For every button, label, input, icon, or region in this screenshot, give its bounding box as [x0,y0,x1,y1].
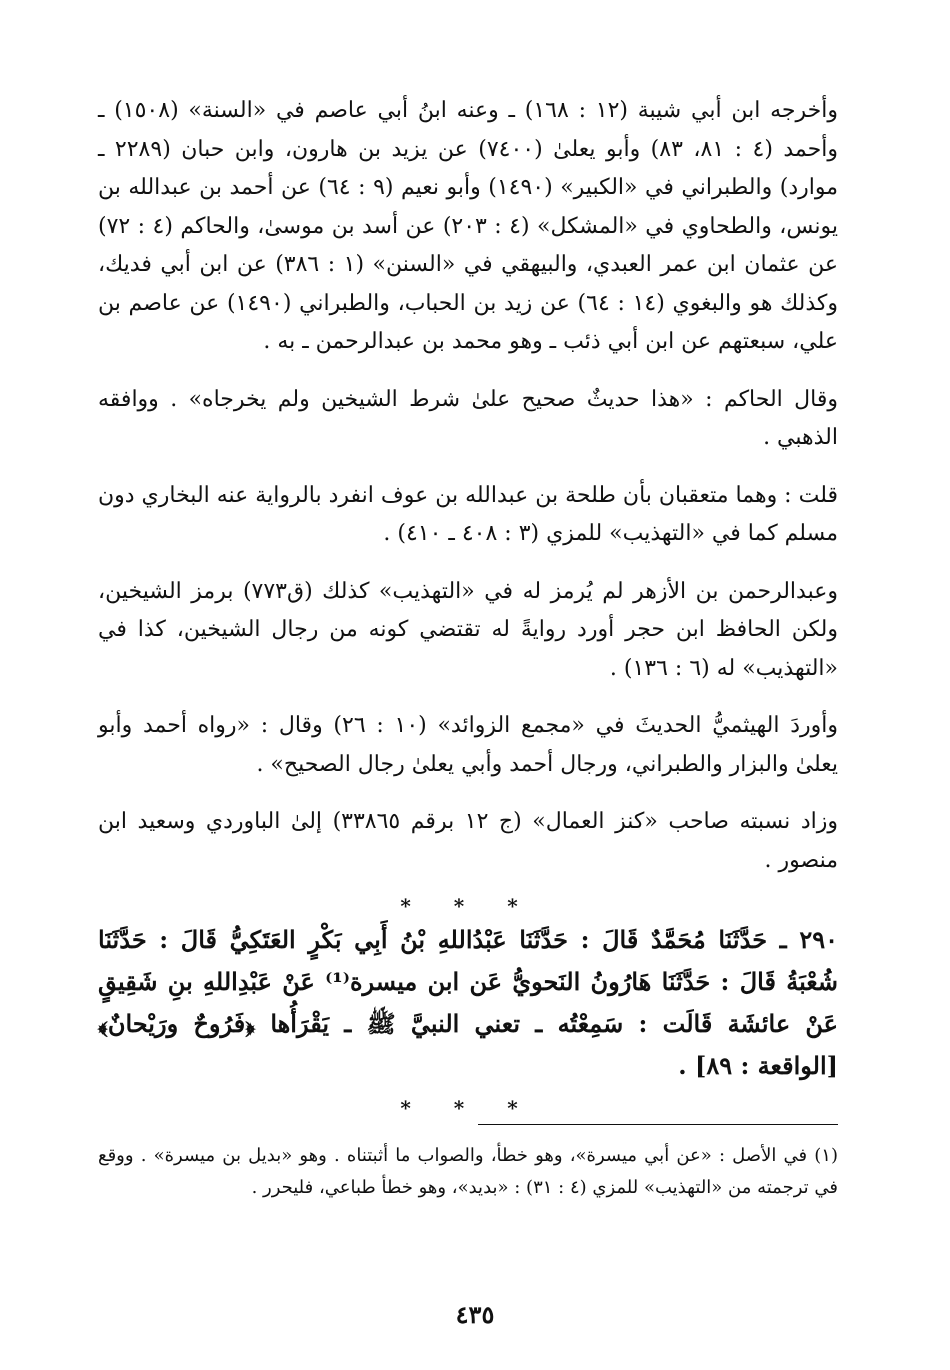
end-stars: * * * [400,1096,536,1120]
footnote-rule [478,1124,838,1125]
paragraph-haythami: وأوردَ الهيثميُّ الحديثَ في «مجمع الزوائد» (١٠ : ٢٦) وقال : «رواه أحمد وأبو يعلىٰ والبزار والطبراني، ورجال أحمد وأبي يعلىٰ رجال الصحيح» . [98,713,838,777]
paragraph-kanz: وزاد نسبته صاحب «كنز العمال» (ج ١٢ برقم ٣٣٨٦٥) إلىٰ الباوردي وسعيد ابن منصور . [98,809,838,873]
paragraph-qultu: قلت : وهما متعقبان بأن طلحة بن عبدالله بن عوف انفرد بالرواية عنه البخاري دون مسلم كما في «التهذيب» للمزي (٣ : ٤٠٨ ـ ٤١٠) . [97,482,838,546]
paragraph-hakim: وقال الحاكم : «هذا حديثٌ صحيح علىٰ شرط الشيخين ولم يخرجاه» . ووافقه الذهبي . [98,386,838,450]
hadith-290: ٢٩٠ ـ حَدَّثَنَا مُحَمَّدٌ قَالَ : حَدَّثَنَا عَبْدُاللهِ بْنُ أَبِي بَكْرٍ العَتَكِيُّ قَالَ : حَدَّثَنَا شُعْبَةُ قَالَ : حَدَّثَنَا هَارُونُ النَحويُّ عَن ابن ميسرة⁽¹⁾ عَنْ عَبْدِاللهِ بنِ شَقِيقٍ عَنْ عائشَة قَالَت : سَمِعْتُه ـ تعني النبيَّ ﷺ ـ يَقْرَأُها ﴿فَرُوحٌ ورَيْحانٌ﴾ [الواقعة : ٨٩] . [98,925,838,1080]
paragraph-abdulrahman: وعبدالرحمن بن الأزهر لم يُرمز له في «التهذيب» كذلك (ق٧٧٣) برمز الشيخين، ولكن الحافظ ابن حجر أورد روايةً له تقتضي كونه من رجال الشيخين، كذا في «التهذيب» له (٦ : ١٣٦) . [98,578,838,681]
separator-stars: * * * [400,894,536,918]
footnote-1: (١) في الأصل : «عن أبي ميسرة»، وهو خطأ، والصواب ما أثبتناه . وهو «بديل بن ميسرة» . ووقع في ترجمته من «التهذيب» للمزي (٤ : ٣١) : «بديد»، وهو خطأ طباعي، فليحرر . [98,1145,838,1198]
footnotes [98,1140,838,1204]
paragraph-takhrij: وأخرجه ابن أبي شيبة (١٢ : ١٦٨) ـ وعنه ابنُ أبي عاصم في «السنة» (١٥٠٨) ـ وأحمد (٤ : ٨١، ٨٣) وأبو يعلىٰ (٧٤٠٠) عن يزيد بن هارون، وابن حبان (٢٢٨٩ ـ موارد) والطبراني في «الكبير» (١٤٩٠) وأبو نعيم (٩ : ٦٤) عن أحمد بن عبدالله بن يونس، والطحاوي في «المشكل» (٤ : ٢٠٣) عن أسد بن موسىٰ، والحاكم (٤ : ٧٢) عن عثمان ابن عمر العبدي، والبيهقي في «السنن» (١ : ٣٨٦) عن ابن أبي فديك، وكذلك هو والبغوي (١٤ : ٦٤) عن زيد بن الحباب، والطبراني (١٤٩٠) عن عاصم بن علي، سبعتهم عن ابن أبي ذئب ـ وهو محمد بن عبدالرحمن ـ به . [98,98,839,354]
page-number: ٤٣٥ [455,1300,495,1329]
main-text [98,92,838,1119]
